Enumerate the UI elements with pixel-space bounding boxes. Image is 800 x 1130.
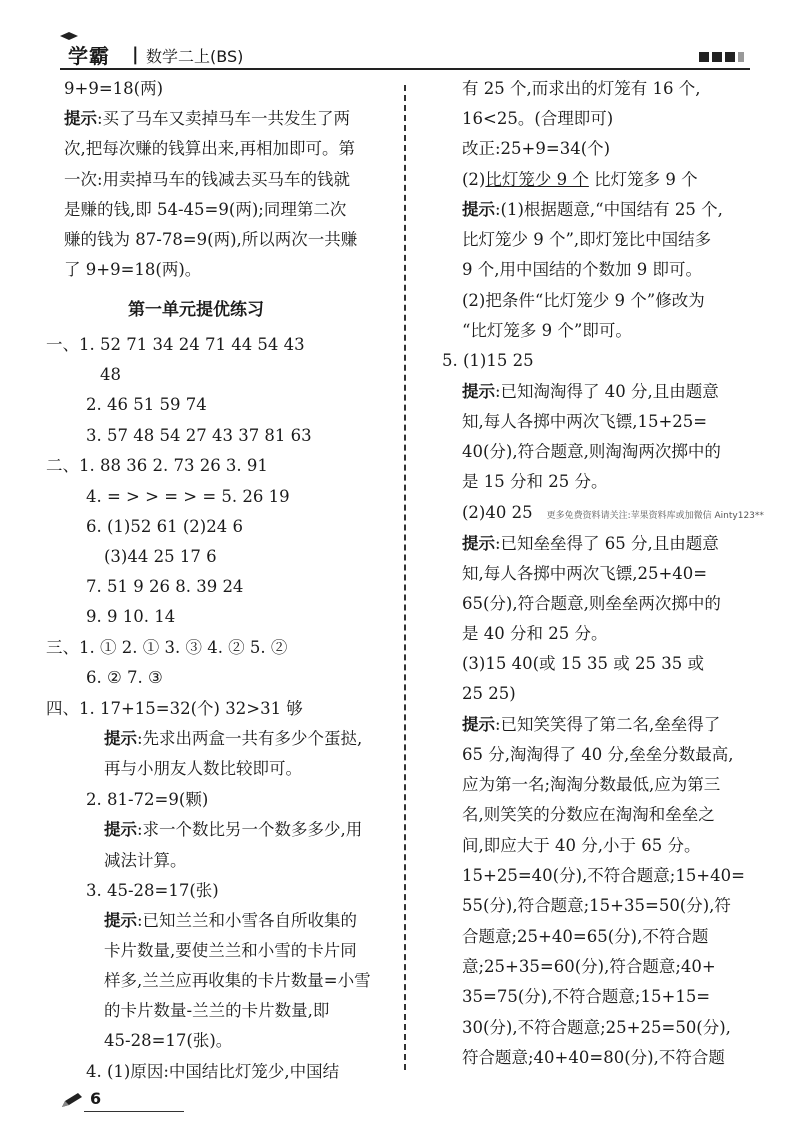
text-line: 比灯笼少 9 个”,即灯笼比中国结多 (462, 230, 712, 249)
text-line (104, 819, 362, 841)
text-line: 一次:用卖掉马车的钱减去买马车的钱就 (64, 170, 351, 189)
text-line: 知,每人各掷中两次飞镖,25+40= (462, 564, 708, 583)
pencil-icon (60, 1091, 84, 1109)
text-line: 3. 57 48 54 27 43 37 81 63 (86, 426, 312, 445)
text-line: 9. 9 10. 14 (86, 607, 176, 626)
text-line: 40(分),符合题意,则淘淘两次掷中的 (462, 442, 721, 461)
underlined-text: 比灯笼少 9 个 (485, 170, 589, 189)
book-subject: 数学二上(BS) (146, 47, 244, 66)
watermark-note: 更多免费资料请关注:苹果资料库或加微信 Ainty123** (546, 511, 764, 521)
text-line (462, 381, 719, 403)
text-line: 65(分),符合题意,则垒垒两次掷中的 (462, 594, 721, 613)
page-footer (60, 1085, 210, 1115)
text-line: 再与小朋友人数比较即可。 (104, 759, 302, 778)
text-line: 有 25 个,而求出的灯笼有 16 个, (462, 79, 701, 98)
header-separator: | (132, 44, 139, 65)
hint-text: :已知兰兰和小雪各自所收集的 (137, 911, 358, 930)
footer-rule (84, 1111, 184, 1112)
text-line: (3)44 25 17 6 (104, 547, 217, 566)
text-line: 减法计算。 (104, 851, 187, 870)
text-line: 的卡片数量-兰兰的卡片数量,即 (104, 1001, 330, 1020)
text-line: 是 40 分和 25 分。 (462, 624, 608, 643)
text-line: 四、1. 17+15=32(个) 32>31 够 (46, 699, 303, 718)
text-line (462, 169, 698, 191)
text-line: 了 9+9=18(两)。 (64, 260, 202, 279)
text-line: 改正:25+9=34(个) (462, 139, 611, 158)
text-line (64, 108, 350, 130)
hint-text: :求一个数比另一个数多多少,用 (137, 820, 363, 839)
text-line: 三、1. ① 2. ① 3. ③ 4. ② 5. ② (46, 638, 288, 657)
text-line: 是 15 分和 25 分。 (462, 472, 608, 491)
text-line: 3. 45-28=17(张) (86, 881, 219, 900)
text-line: 4. (1)原因:中国结比灯笼少,中国结 (86, 1062, 340, 1081)
section-title: 第一单元提优练习 (128, 300, 264, 320)
hint-text: :已知笑笑得了第二名,垒垒得了 (495, 715, 721, 734)
text-line: 55(分),符合题意;15+35=50(分),符 (462, 896, 731, 915)
text-line: 5. (1)15 25 (442, 351, 534, 370)
text-line: 赚的钱为 87-78=9(两),所以两次一共赚 (64, 230, 358, 249)
text-line: 卡片数量,要使兰兰和小雪的卡片同 (104, 941, 357, 960)
text-line: 6. ② 7. ③ (86, 668, 163, 687)
text-line: 一、1. 52 71 34 24 71 44 54 43 (46, 335, 305, 354)
text-line: 意;25+35=60(分),符合题意;40+ (462, 957, 716, 976)
text-line: 样多,兰兰应再收集的卡片数量=小雪 (104, 971, 371, 990)
header-rule (60, 68, 750, 70)
text-line: 30(分),不符合题意;25+25=50(分), (462, 1018, 731, 1037)
text-line: 二、1. 88 36 2. 73 26 3. 91 (46, 456, 268, 475)
text-line (104, 728, 362, 750)
page-number: 6 (90, 1089, 102, 1108)
text-line (462, 714, 720, 736)
text-line (462, 199, 723, 221)
text-line: 4. = > > = > = 5. 26 19 (86, 487, 290, 506)
text-line: (3)15 40(或 15 35 或 25 35 或 (462, 654, 704, 673)
answer-text: (2) (462, 170, 486, 189)
hint-label: 提示 (462, 715, 495, 734)
text-line: 65 分,淘淘得了 40 分,垒垒分数最高, (462, 745, 734, 764)
hint-text: :(1)根据题意,“中国结有 25 个, (495, 200, 723, 219)
hint-label: 提示 (104, 911, 137, 930)
hint-label: 提示 (462, 534, 495, 553)
hint-text: :已知淘淘得了 40 分,且由题意 (495, 382, 719, 401)
text-line: (2)把条件“比灯笼少 9 个”修改为 (462, 291, 705, 310)
text-line: 35=75(分),不符合题意;15+15= (462, 987, 711, 1006)
text-line: 2. 81-72=9(颗) (86, 790, 209, 809)
text-line: 25 25) (462, 684, 516, 703)
column-divider (404, 85, 406, 1070)
text-line: 知,每人各掷中两次飞镖,15+25= (462, 412, 708, 431)
brand-logo: 学霸 (68, 44, 110, 68)
text-line: 合题意;25+40=65(分),不符合题 (462, 927, 709, 946)
text-line: 是赚的钱,即 54-45=9(两);同理第二次 (64, 200, 347, 219)
text-line: 2. 46 51 59 74 (86, 395, 207, 414)
decorative-squares (699, 52, 744, 62)
hint-label: 提示 (104, 820, 137, 839)
text-line: 15+25=40(分),不符合题意;15+40= (462, 866, 745, 885)
text-line: 45-28=17(张)。 (104, 1031, 233, 1050)
hint-text: :先求出两盒一共有多少个蛋挞, (137, 729, 363, 748)
text-line: 间,即应大于 40 分,小于 65 分。 (462, 836, 701, 855)
text-line: 48 (100, 365, 121, 384)
text-line: 6. (1)52 61 (2)24 6 (86, 517, 243, 536)
text-line: 7. 51 9 26 8. 39 24 (86, 577, 244, 596)
text-line: 16<25。(合理即可) (462, 109, 614, 128)
text-line (462, 533, 719, 555)
text-line: “比灯笼多 9 个”即可。 (462, 321, 632, 340)
hint-label: 提示 (64, 109, 97, 128)
answer-text: (2)40 25 (462, 503, 533, 522)
text-line: 名,则笑笑的分数应在淘淘和垒垒之 (462, 805, 715, 824)
text-line: 应为第一名;淘淘分数最低,应为第三 (462, 775, 721, 794)
text-line: 9 个,用中国结的个数加 9 即可。 (462, 260, 702, 279)
hint-label: 提示 (104, 729, 137, 748)
text-line (104, 910, 357, 932)
text-line: 符合题意;40+40=80(分),不符合题 (462, 1048, 725, 1067)
text-line: 9+9=18(两) (64, 79, 164, 98)
hint-label: 提示 (462, 200, 495, 219)
page-header (60, 38, 750, 68)
text-line (462, 502, 764, 527)
hint-text: :已知垒垒得了 65 分,且由题意 (495, 534, 719, 553)
hint-text: :买了马车又卖掉马车一共发生了两 (97, 109, 351, 128)
text-line: 次,把每次赚的钱算出来,再相加即可。第 (64, 139, 355, 158)
hint-label: 提示 (462, 382, 495, 401)
answer-text: 比灯笼多 9 个 (588, 170, 698, 189)
